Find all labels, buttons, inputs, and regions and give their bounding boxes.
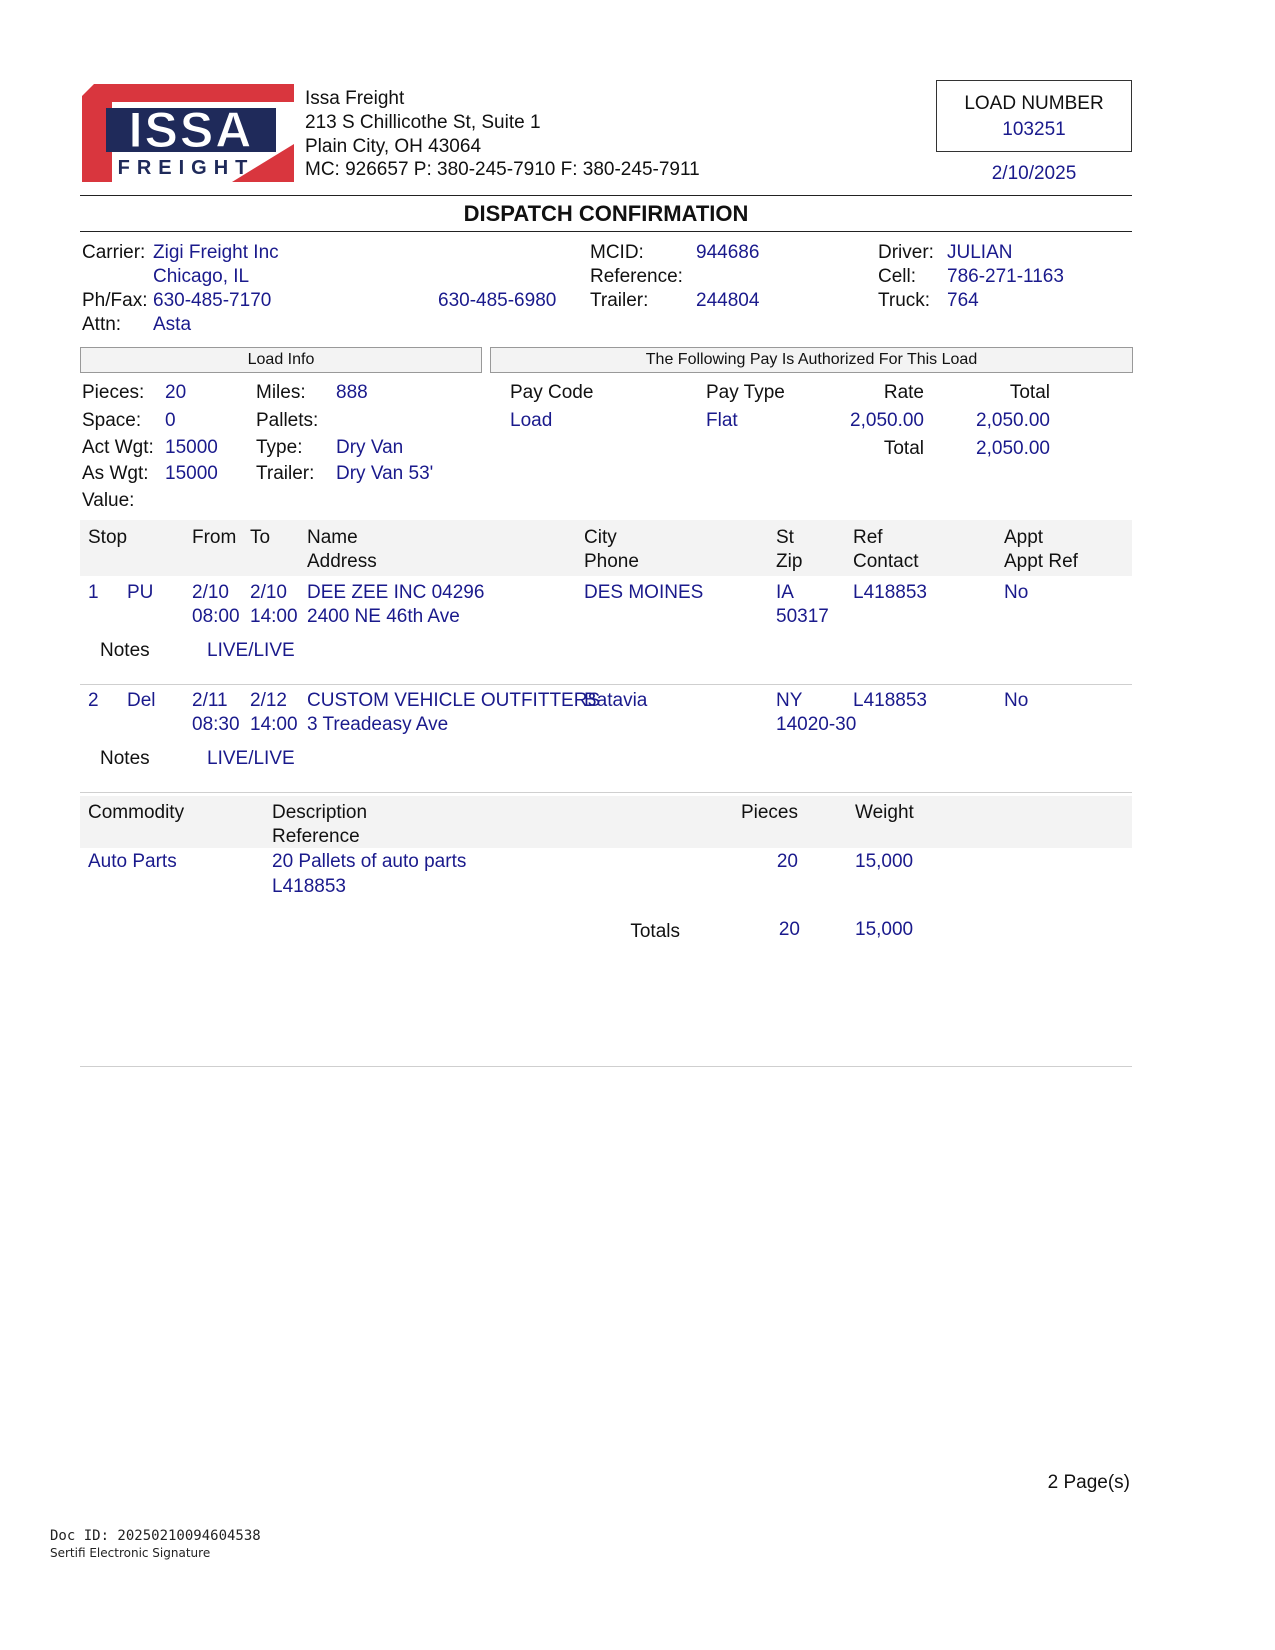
type-label: Type: (256, 437, 303, 458)
doc-id: Doc ID: 20250210094604538 (50, 1528, 261, 1544)
company-address1: 213 S Chillicothe St, Suite 1 (305, 112, 541, 133)
value-label: Value: (82, 490, 135, 511)
actwgt-value: 15000 (165, 437, 218, 458)
stop1-ref: L418853 (853, 582, 927, 603)
stop2-to-date: 2/12 (250, 690, 287, 711)
stops-header-from: From (192, 527, 237, 548)
commodity-header-pieces: Pieces (740, 802, 798, 823)
company-name: Issa Freight (305, 88, 405, 109)
pay-total-value: 2,050.00 (976, 438, 1050, 459)
pay-section-title: The Following Pay Is Authorized For This Load (490, 347, 1133, 373)
space-label: Space: (82, 410, 142, 431)
pay-total-label: Total (883, 438, 924, 459)
pieces-label: Pieces: (82, 382, 145, 403)
company-contact-line: MC: 926657 P: 380-245-7910 F: 380-245-7911 (305, 159, 700, 180)
attn-label: Attn: (82, 314, 122, 335)
pallets-label: Pallets: (256, 410, 319, 431)
stop1-type: PU (127, 582, 154, 603)
carrier-city: Chicago, IL (153, 266, 250, 287)
stop2-to-time: 14:00 (250, 714, 298, 735)
space-value: 0 (165, 410, 176, 431)
driver-label: Driver: (878, 242, 934, 263)
stop2-from-time: 08:30 (192, 714, 240, 735)
stop1-to-time: 14:00 (250, 606, 298, 627)
stop2-divider (80, 792, 1132, 793)
commodity-reference: L418853 (272, 876, 346, 897)
trailer-value: 244804 (696, 290, 760, 311)
stop1-name: DEE ZEE INC 04296 (307, 582, 485, 603)
pieces-value: 20 (165, 382, 187, 403)
commodity-header-commodity: Commodity (88, 802, 185, 823)
stop1-divider (80, 684, 1132, 685)
load-trailer-label: Trailer: (256, 463, 315, 484)
load-number: 103251 (1002, 119, 1066, 140)
miles-value: 888 (336, 382, 368, 403)
stop1-address: 2400 NE 46th Ave (307, 606, 460, 627)
driver-value: JULIAN (947, 242, 1013, 263)
stop1-st: IA (776, 582, 794, 603)
stop2-address: 3 Treadeasy Ave (307, 714, 449, 735)
page-title: DISPATCH CONFIRMATION (463, 201, 749, 226)
pay-code: Load (510, 410, 553, 431)
stop1-num: 1 (88, 582, 99, 603)
stops-header-st: St (776, 527, 794, 548)
totals-weight: 15,000 (855, 919, 914, 940)
commodity-weight: 15,000 (855, 851, 914, 872)
stops-header-stop: Stop (88, 527, 128, 548)
carrier-label: Carrier: (82, 242, 146, 263)
stops-header-appt-ref: Appt Ref (1004, 551, 1078, 572)
stop1-from-date: 2/10 (192, 582, 229, 603)
pay-row-total: 2,050.00 (976, 410, 1050, 431)
pay-type: Flat (706, 410, 738, 431)
stop2-ref: L418853 (853, 690, 927, 711)
miles-label: Miles: (256, 382, 306, 403)
pay-total-header: Total (1009, 382, 1050, 403)
logo-sub: FREIGHT (117, 157, 255, 179)
stops-header-contact: Contact (853, 551, 919, 572)
stops-header-appt: Appt (1004, 527, 1044, 548)
stop2-appt: No (1004, 690, 1029, 711)
company-logo (82, 84, 294, 184)
carrier-attn: Asta (153, 314, 192, 335)
truck-value: 764 (947, 290, 979, 311)
commodity-header-band (80, 796, 1132, 848)
cell-value: 786-271-1163 (947, 266, 1064, 287)
carrier-fax: 630-485-6980 (438, 290, 557, 311)
signature-note: Sertifi Electronic Signature (50, 1546, 211, 1560)
stop2-num: 2 (88, 690, 99, 711)
pay-type-header: Pay Type (706, 382, 785, 403)
load-number-label: LOAD NUMBER (964, 93, 1104, 114)
title-bottom-rule (80, 231, 1132, 232)
stop2-zip: 14020-30 (776, 714, 857, 735)
actwgt-label: Act Wgt: (82, 437, 154, 458)
commodity-pieces: 20 (776, 851, 798, 872)
stops-header-name: Name (307, 527, 358, 548)
stops-header-to: To (250, 527, 271, 548)
commodity-header-weight: Weight (855, 802, 914, 823)
logo-word: ISSA (128, 102, 254, 158)
title-top-rule (80, 195, 1132, 196)
stop2-from-date: 2/11 (192, 690, 228, 711)
stop2-st: NY (776, 690, 803, 711)
aswgt-label: As Wgt: (82, 463, 149, 484)
stops-header-ref: Ref (853, 527, 883, 548)
pay-rate: 2,050.00 (850, 410, 924, 431)
page-count: 2 Page(s) (1047, 1472, 1130, 1493)
aswgt-value: 15000 (165, 463, 218, 484)
reference-label: Reference: (590, 266, 683, 287)
stop1-to-date: 2/10 (250, 582, 287, 603)
cell-label: Cell: (878, 266, 917, 287)
commodity-header-description: Description (272, 802, 368, 823)
pay-code-header: Pay Code (510, 382, 594, 403)
pay-rate-header: Rate (883, 382, 924, 403)
stop1-zip: 50317 (776, 606, 829, 627)
carrier-phone: 630-485-7170 (153, 290, 272, 311)
type-value: Dry Van (336, 437, 404, 458)
stops-header-phone: Phone (584, 551, 639, 572)
stop1-city: DES MOINES (584, 582, 704, 603)
stop1-appt: No (1004, 582, 1029, 603)
stop1-from-time: 08:00 (192, 606, 240, 627)
stops-header-city: City (584, 527, 617, 548)
commodity-header-reference: Reference (272, 826, 360, 847)
commodity-name: Auto Parts (88, 851, 177, 872)
carrier-name: Zigi Freight Inc (153, 242, 279, 263)
load-date: 2/10/2025 (991, 163, 1077, 184)
stop1-notes-label: Notes (100, 640, 150, 661)
trailer-label: Trailer: (590, 290, 649, 311)
commodity-description: 20 Pallets of auto parts (272, 851, 467, 872)
mcid-value: 944686 (696, 242, 760, 263)
phfax-label: Ph/Fax: (82, 290, 148, 311)
totals-pieces: 20 (778, 919, 800, 940)
stop1-notes: LIVE/LIVE (207, 640, 295, 661)
truck-label: Truck: (878, 290, 931, 311)
stop2-name: CUSTOM VEHICLE OUTFITTERS (307, 690, 601, 711)
load-number-box (936, 80, 1132, 152)
stop2-city: Batavia (584, 690, 648, 711)
load-info-section-title: Load Info (80, 347, 482, 373)
stop2-notes: LIVE/LIVE (207, 748, 295, 769)
company-address2: Plain City, OH 43064 (305, 136, 482, 157)
mcid-label: MCID: (590, 242, 644, 263)
totals-label: Totals (630, 921, 680, 942)
stop2-notes-label: Notes (100, 748, 150, 769)
issa-freight-logo-graphic (82, 84, 294, 184)
commodity-end-rule (80, 1066, 1132, 1067)
stops-header-address: Address (307, 551, 377, 572)
load-trailer-value: Dry Van 53' (336, 463, 434, 484)
stop2-type: Del (127, 690, 156, 711)
stops-header-zip: Zip (776, 551, 803, 572)
